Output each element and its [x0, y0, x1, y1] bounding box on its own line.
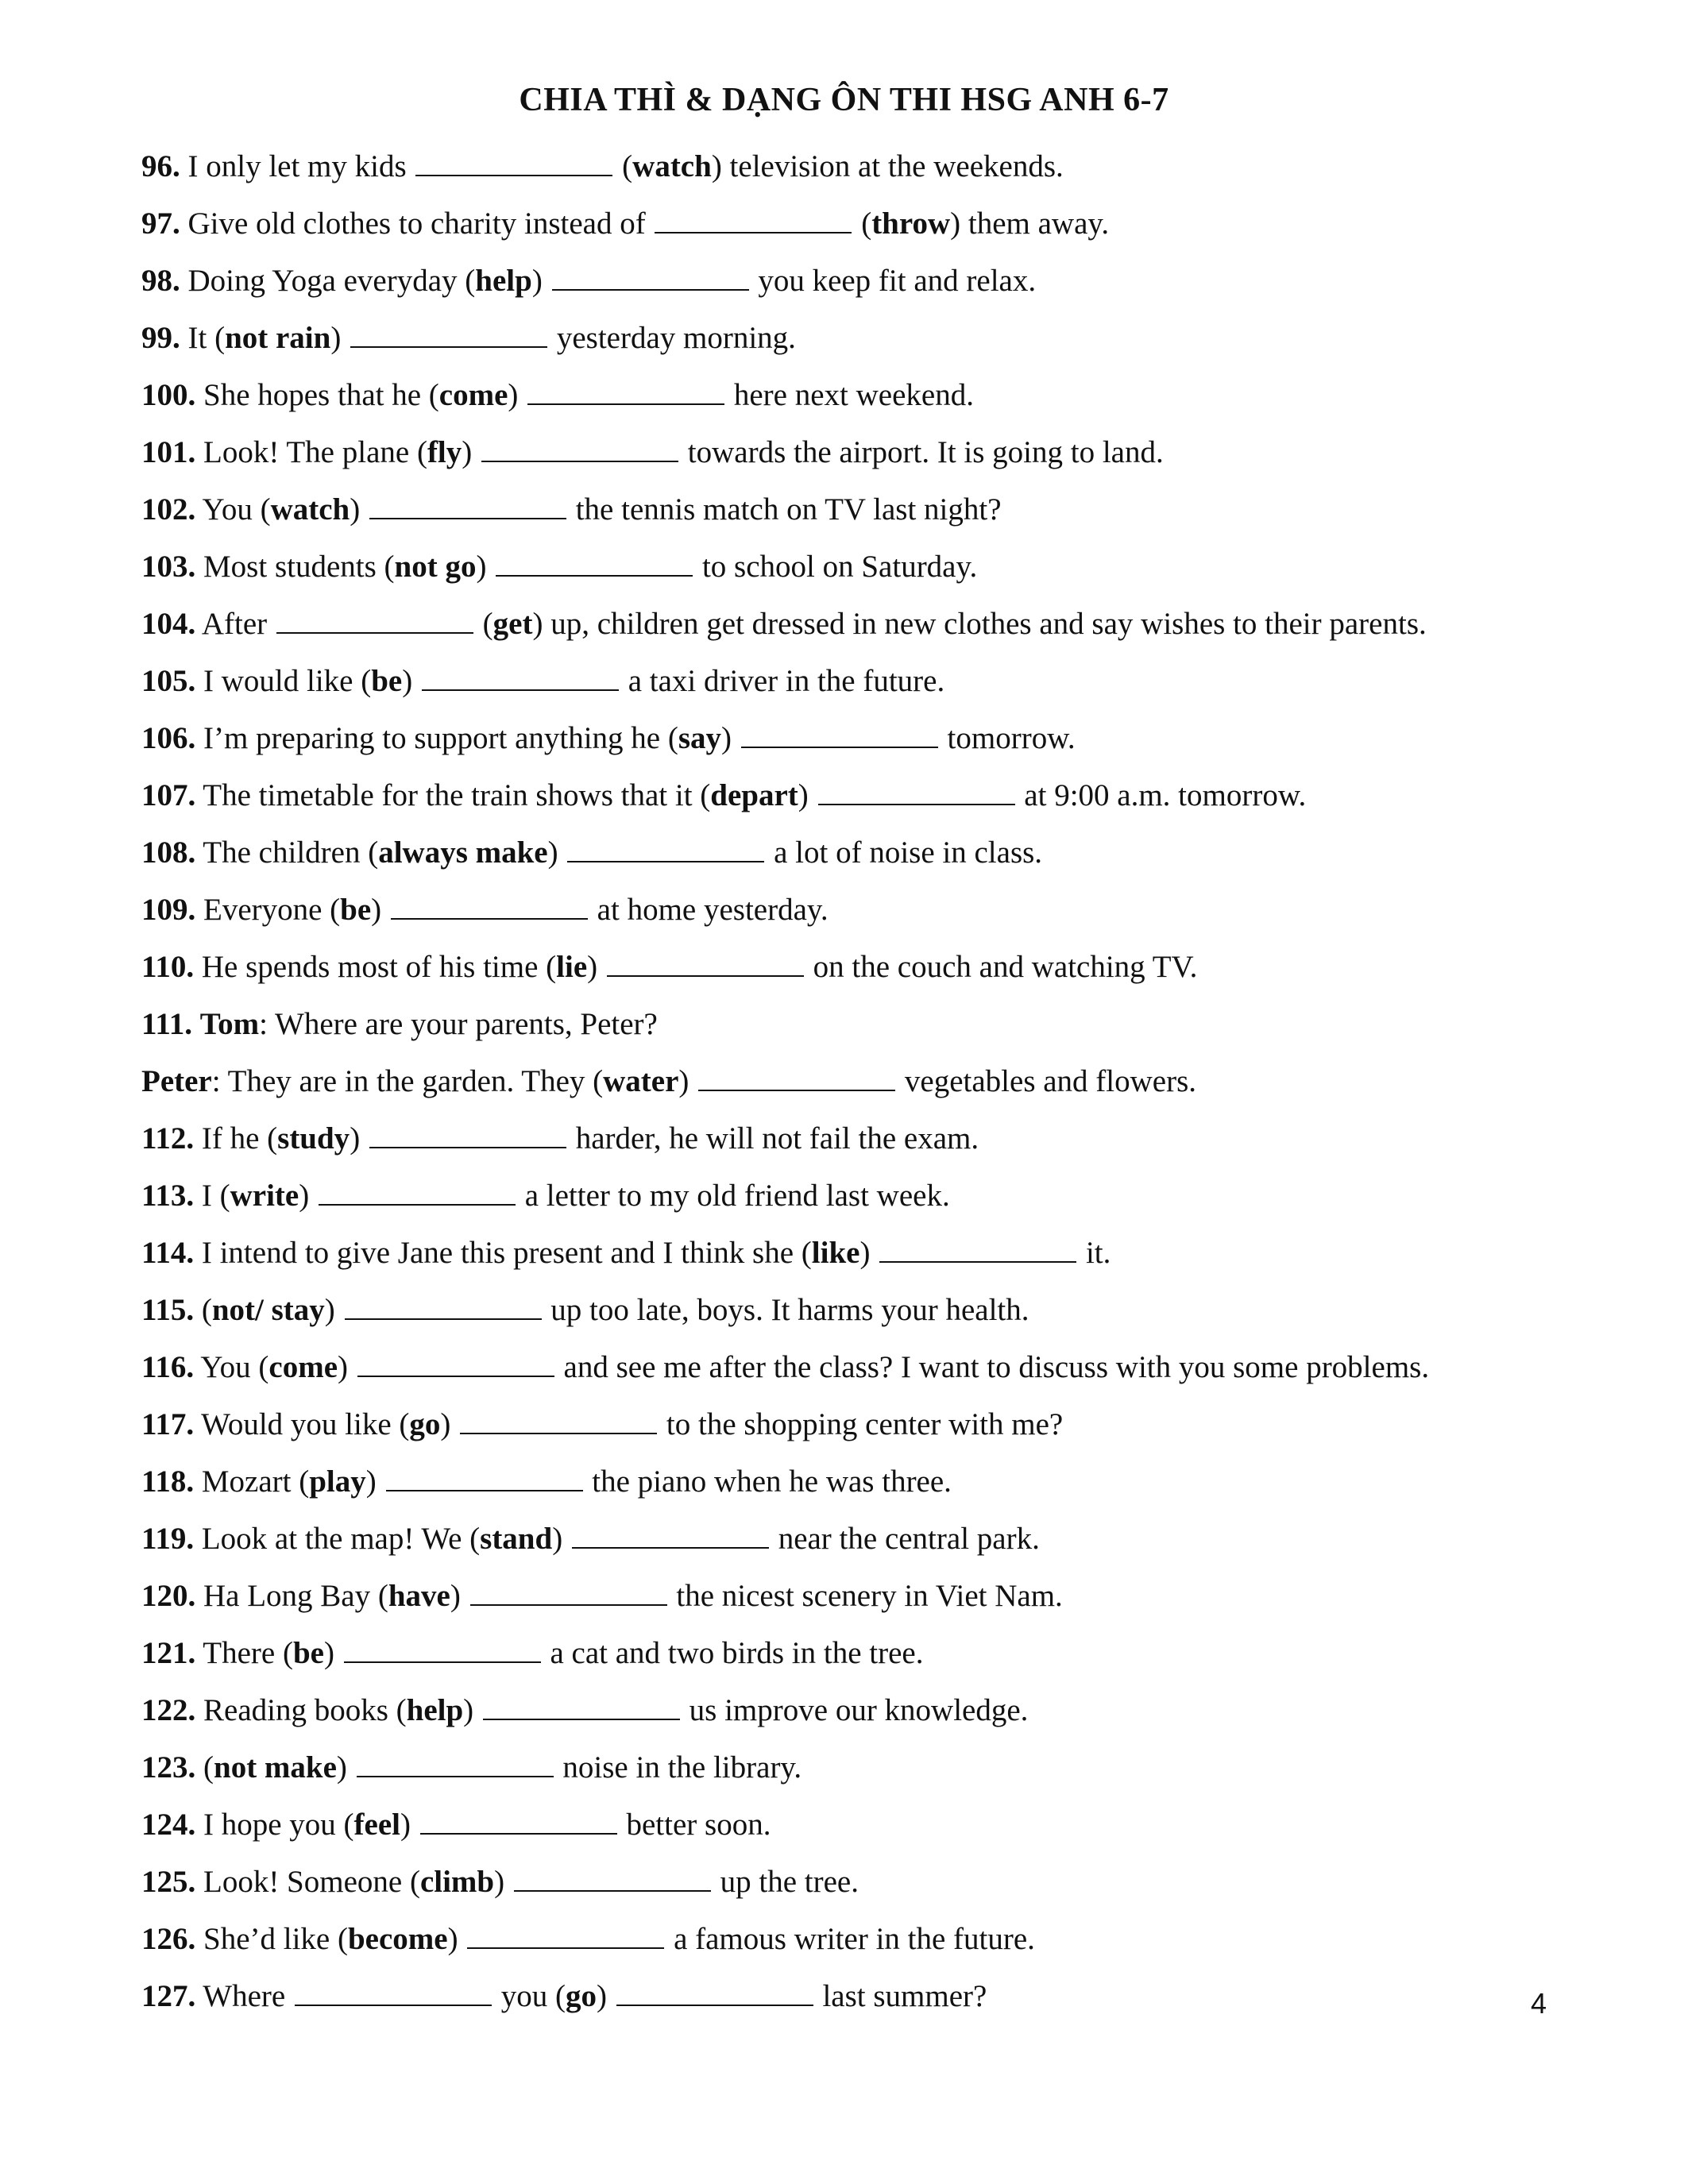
- text: ): [350, 492, 368, 527]
- exercise-item: [141, 1511, 1587, 1568]
- text: You (: [194, 1350, 269, 1384]
- answer-blank[interactable]: [567, 834, 764, 862]
- text: ): [476, 550, 495, 584]
- bold-text: fly: [427, 435, 462, 469]
- text: (: [853, 206, 872, 241]
- text: ): [324, 1293, 343, 1327]
- answer-blank[interactable]: [319, 1177, 516, 1206]
- bold-text: 98.: [141, 264, 180, 298]
- exercise-item: [141, 1282, 1587, 1339]
- text: on the couch and watching TV.: [805, 950, 1198, 984]
- text: If he (: [194, 1121, 278, 1156]
- bold-text: 117.: [141, 1407, 195, 1441]
- bold-text: like: [811, 1236, 860, 1270]
- text: the tennis match on TV last night?: [567, 492, 1002, 527]
- answer-blank[interactable]: [496, 548, 693, 577]
- answer-blank[interactable]: [514, 1863, 711, 1892]
- answer-blank[interactable]: [572, 1520, 769, 1549]
- text: There (: [195, 1636, 293, 1670]
- bold-text: feel: [353, 1808, 400, 1842]
- text: at home yesterday.: [589, 893, 829, 927]
- answer-blank[interactable]: [422, 662, 619, 691]
- answer-blank[interactable]: [350, 319, 547, 348]
- text: You (: [195, 492, 271, 527]
- exercise-item: [141, 1796, 1587, 1854]
- bold-text: Peter: [141, 1064, 212, 1098]
- answer-blank[interactable]: [357, 1749, 554, 1777]
- text: tomorrow.: [939, 721, 1076, 755]
- text: Doing Yoga everyday (: [180, 264, 476, 298]
- text: last summer?: [814, 1979, 987, 2013]
- text: (: [195, 1750, 214, 1785]
- text: Ha Long Bay (: [195, 1579, 388, 1613]
- exercise-item: [141, 596, 1587, 653]
- text: [192, 1007, 200, 1041]
- exercise-item: [141, 1568, 1587, 1625]
- bold-text: get: [492, 607, 533, 641]
- bold-text: 97.: [141, 206, 180, 241]
- bold-text: lie: [556, 950, 588, 984]
- text: ): [402, 664, 420, 698]
- answer-blank[interactable]: [344, 1634, 541, 1663]
- text: ): [678, 1064, 697, 1098]
- answer-blank[interactable]: [276, 605, 473, 634]
- bold-text: climb: [419, 1865, 495, 1899]
- exercise-item: [141, 824, 1587, 882]
- bold-text: Tom: [199, 1007, 260, 1041]
- text: you keep fit and relax.: [750, 264, 1037, 298]
- answer-blank[interactable]: [741, 720, 938, 748]
- text: Reading books (: [195, 1693, 407, 1727]
- answer-blank[interactable]: [369, 1120, 566, 1148]
- answer-blank[interactable]: [345, 1291, 542, 1320]
- text: The timetable for the train shows that it (: [195, 778, 711, 812]
- text: a lot of noise in class.: [766, 835, 1043, 870]
- text: to the shopping center with me?: [659, 1407, 1064, 1441]
- bold-text: 124.: [141, 1808, 196, 1842]
- exercise-item: [141, 1625, 1587, 1682]
- exercise-item: [141, 1682, 1587, 1739]
- text: ): [350, 1121, 368, 1156]
- answer-blank[interactable]: [483, 1692, 680, 1720]
- bold-text: water: [603, 1064, 679, 1098]
- text: ): [338, 1350, 356, 1384]
- exercise-item: [141, 1453, 1587, 1511]
- text: ): [721, 721, 740, 755]
- answer-blank[interactable]: [391, 891, 588, 920]
- text: ): [462, 435, 481, 469]
- text: here next weekend.: [726, 378, 974, 412]
- text: ): [531, 264, 550, 298]
- text: yesterday morning.: [549, 321, 796, 355]
- bold-text: throw: [871, 206, 951, 241]
- text: ): [494, 1865, 512, 1899]
- text: ): [552, 1522, 570, 1556]
- bold-text: watch: [270, 492, 350, 527]
- text: I intend to give Jane this present and I think she (: [194, 1236, 812, 1270]
- bold-text: not make: [214, 1750, 337, 1785]
- answer-blank[interactable]: [386, 1463, 583, 1491]
- bold-text: 116.: [141, 1350, 195, 1384]
- bold-text: 101.: [141, 435, 196, 469]
- answer-blank[interactable]: [607, 948, 804, 977]
- text: (: [474, 607, 493, 641]
- exercise-item: [141, 996, 1587, 1053]
- answer-blank[interactable]: [295, 1978, 492, 2006]
- answer-blank[interactable]: [420, 1806, 617, 1835]
- exercise-item: [141, 424, 1587, 481]
- exercise-item: [141, 1396, 1587, 1453]
- bold-text: write: [230, 1179, 299, 1213]
- text: Look! Someone (: [195, 1865, 420, 1899]
- exercise-item: [141, 882, 1587, 939]
- bold-text: 104.: [141, 607, 196, 641]
- bold-text: 103.: [141, 550, 196, 584]
- text: up the tree.: [712, 1865, 859, 1899]
- text: it.: [1078, 1236, 1111, 1270]
- answer-blank[interactable]: [481, 434, 678, 462]
- bold-text: be: [292, 1636, 324, 1670]
- bold-text: 123.: [141, 1750, 196, 1785]
- answer-blank[interactable]: [879, 1234, 1076, 1263]
- text: ): [596, 1979, 615, 2013]
- text: After: [195, 607, 275, 641]
- bold-text: come: [438, 378, 508, 412]
- text: : They are in the garden. They (: [211, 1064, 604, 1098]
- text: ): [463, 1693, 481, 1727]
- text: harder, he will not fail the exam.: [567, 1121, 979, 1156]
- exercise-item: [141, 253, 1587, 310]
- bold-text: 112.: [141, 1121, 195, 1156]
- exercise-item: [141, 710, 1587, 767]
- bold-text: 113.: [141, 1179, 195, 1213]
- bold-text: not/ stay: [211, 1293, 325, 1327]
- bold-text: have: [388, 1579, 450, 1613]
- answer-blank[interactable]: [552, 262, 749, 291]
- bold-text: 118.: [141, 1464, 195, 1499]
- text: (: [614, 149, 633, 183]
- text: He spends most of his time (: [194, 950, 557, 984]
- bold-text: go: [565, 1979, 597, 2013]
- text: a letter to my old friend last week.: [516, 1179, 950, 1213]
- bold-text: watch: [632, 149, 712, 183]
- exercise-item: [141, 1968, 1587, 2025]
- bold-text: 110.: [141, 950, 195, 984]
- bold-text: 119.: [141, 1522, 195, 1556]
- text: ): [400, 1808, 419, 1842]
- text: better soon.: [618, 1808, 771, 1842]
- text: ): [587, 950, 605, 984]
- text: up too late, boys. It harms your health.: [543, 1293, 1029, 1327]
- text: Everyone (: [195, 893, 341, 927]
- bold-text: 108.: [141, 835, 196, 870]
- bold-text: study: [277, 1121, 350, 1156]
- bold-text: 114.: [141, 1236, 195, 1270]
- exercise-item: [141, 367, 1587, 424]
- bold-text: 120.: [141, 1579, 196, 1613]
- answer-blank[interactable]: [467, 1920, 664, 1949]
- text: ): [440, 1407, 459, 1441]
- answer-blank[interactable]: [415, 148, 612, 176]
- bold-text: help: [406, 1693, 464, 1727]
- text: Mozart (: [194, 1464, 310, 1499]
- text: (: [194, 1293, 212, 1327]
- bold-text: 126.: [141, 1922, 196, 1956]
- text: Give old clothes to charity instead of: [180, 206, 654, 241]
- text: towards the airport. It is going to land.: [680, 435, 1164, 469]
- text: the nicest scenery in Viet Nam.: [668, 1579, 1063, 1613]
- text: ): [547, 835, 566, 870]
- exercise-item: [141, 195, 1587, 253]
- text: : Where are your parents, Peter?: [259, 1007, 658, 1041]
- bold-text: 115.: [141, 1293, 195, 1327]
- bold-text: 109.: [141, 893, 196, 927]
- bold-text: play: [309, 1464, 366, 1499]
- bold-text: be: [340, 893, 372, 927]
- answer-blank[interactable]: [698, 1063, 895, 1091]
- exercise-item: [141, 310, 1587, 367]
- text: ): [371, 893, 389, 927]
- bold-text: stand: [480, 1522, 553, 1556]
- bold-text: say: [678, 721, 722, 755]
- bold-text: 96.: [141, 149, 180, 183]
- text: ): [365, 1464, 384, 1499]
- exercise-item: [141, 138, 1587, 195]
- exercise-item: [141, 653, 1587, 710]
- page-title: CHIA THÌ & DẠNG ÔN THI HSG ANH 6-7: [519, 82, 1169, 118]
- text: The children (: [195, 835, 379, 870]
- exercise-item: [141, 1053, 1587, 1110]
- text: I (: [194, 1179, 230, 1213]
- text: Would you like (: [194, 1407, 410, 1441]
- text: I hope you (: [195, 1808, 354, 1842]
- text: to school on Saturday.: [694, 550, 978, 584]
- text: ): [450, 1579, 469, 1613]
- exercise-item: [141, 1339, 1587, 1396]
- exercise-item: [141, 1225, 1587, 1282]
- text: a famous writer in the future.: [666, 1922, 1035, 1956]
- exercise-item: [141, 1110, 1587, 1167]
- bold-text: 125.: [141, 1865, 196, 1899]
- text: She’d like (: [195, 1922, 348, 1956]
- bold-text: not go: [394, 550, 477, 584]
- text: us improve our knowledge.: [681, 1693, 1029, 1727]
- answer-blank[interactable]: [357, 1349, 554, 1377]
- bold-text: 111.: [141, 1007, 192, 1041]
- text: vegetables and flowers.: [897, 1064, 1197, 1098]
- answer-blank[interactable]: [369, 491, 566, 519]
- bold-text: be: [371, 664, 403, 698]
- exercise-item: [141, 1911, 1587, 1968]
- answer-blank[interactable]: [470, 1577, 667, 1606]
- bold-text: not rain: [225, 321, 331, 355]
- answer-blank[interactable]: [460, 1406, 657, 1434]
- text: ) up, children get dressed in new clothes and say wishes to their parents.: [532, 607, 1427, 641]
- text: ): [330, 321, 350, 355]
- text: ): [447, 1922, 466, 1956]
- exercise-list: [141, 138, 1587, 2025]
- text: ): [798, 778, 817, 812]
- answer-blank[interactable]: [818, 777, 1015, 805]
- page-number: 4: [1530, 1987, 1547, 2020]
- bold-text: 107.: [141, 778, 196, 812]
- bold-text: 105.: [141, 664, 196, 698]
- bold-text: 121.: [141, 1636, 196, 1670]
- bold-text: depart: [710, 778, 798, 812]
- text: ): [299, 1179, 317, 1213]
- bold-text: 102.: [141, 492, 196, 527]
- text: Look! The plane (: [195, 435, 427, 469]
- text: you (: [492, 1979, 566, 2013]
- text: She hopes that he (: [195, 378, 439, 412]
- text: a taxi driver in the future.: [620, 664, 945, 698]
- text: Most students (: [195, 550, 395, 584]
- text: a cat and two birds in the tree.: [542, 1636, 924, 1670]
- text: Where: [195, 1979, 293, 2013]
- text: ): [508, 378, 527, 412]
- text: ): [859, 1236, 879, 1270]
- text: ): [336, 1750, 355, 1785]
- exercise-item: [141, 538, 1587, 596]
- answer-blank[interactable]: [616, 1978, 813, 2006]
- bold-text: help: [475, 264, 532, 298]
- text: at 9:00 a.m. tomorrow.: [1016, 778, 1307, 812]
- text: near the central park.: [770, 1522, 1040, 1556]
- text: Look at the map! We (: [194, 1522, 481, 1556]
- exercise-item: [141, 1167, 1587, 1225]
- bold-text: 99.: [141, 321, 180, 355]
- exercise-item: [141, 1739, 1587, 1796]
- text: I would like (: [195, 664, 372, 698]
- text: I only let my kids: [180, 149, 415, 183]
- text: and see me after the class? I want to discuss with you some problems.: [555, 1350, 1430, 1384]
- answer-blank[interactable]: [527, 376, 724, 405]
- bold-text: go: [409, 1407, 441, 1441]
- exercise-item: [141, 481, 1587, 538]
- bold-text: 106.: [141, 721, 196, 755]
- bold-text: come: [268, 1350, 338, 1384]
- bold-text: 127.: [141, 1979, 196, 2013]
- exercise-item: [141, 767, 1587, 824]
- text: the piano when he was three.: [584, 1464, 952, 1499]
- bold-text: 100.: [141, 378, 196, 412]
- text: I’m preparing to support anything he (: [195, 721, 678, 755]
- text: ) television at the weekends.: [711, 149, 1064, 183]
- bold-text: become: [347, 1922, 448, 1956]
- exercise-item: [141, 1854, 1587, 1911]
- bold-text: 122.: [141, 1693, 196, 1727]
- text: ): [323, 1636, 342, 1670]
- text: noise in the library.: [554, 1750, 802, 1785]
- text: It (: [180, 321, 226, 355]
- exercise-item: [141, 939, 1587, 996]
- text: ) them away.: [950, 206, 1110, 241]
- bold-text: always make: [378, 835, 548, 870]
- answer-blank[interactable]: [655, 205, 852, 233]
